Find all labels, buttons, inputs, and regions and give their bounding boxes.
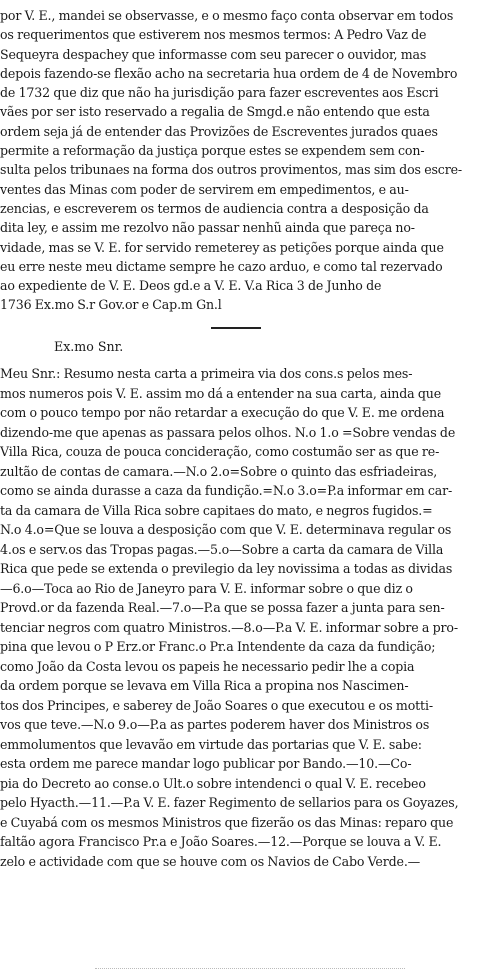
text-line: os requerimentos que estiverem nos mesmos termos: A Pedro Vaz de bbox=[0, 27, 427, 43]
text-line: permite a reformação da justiça porque estes se expendem sem con- bbox=[0, 143, 425, 159]
text-line: Provd.or da fazenda Real.—7.o—P.a que se possa fazer a junta para sen- bbox=[0, 600, 445, 615]
text-line: zultão de contas de camara.—N.o 2.o=Sobre o quinto das esfriadeiras, bbox=[0, 463, 438, 479]
text-line: ao expediente de V. E. Deos gd.e a V. E. V.a Rica 3 de Junho de bbox=[0, 278, 382, 294]
text-line: e Cuyabá com os mesmos Ministros que fizerão os das Minas: reparo que bbox=[0, 814, 454, 830]
section-divider bbox=[211, 327, 261, 329]
text-line: por V. E., mandei se observasse, e o mesmo faço conta observar em todos bbox=[0, 8, 454, 23]
text-line: esta ordem me parece mandar logo publicar por Bando.—10.—Co- bbox=[0, 756, 412, 771]
text-line: pia do Decreto ao conse.o Ult.o sobre intendenci o qual V. E. recebeo bbox=[0, 775, 426, 791]
text-line: como João da Costa levou os papeis he necessario pedir lhe a copia bbox=[0, 658, 415, 674]
text-line: 1736 Ex.mo S.r Gov.or e Cap.m Gn.l bbox=[0, 297, 222, 313]
text-line: emmolumentos que levavão em virtude das portarias que V. E. sabe: bbox=[0, 736, 422, 752]
text-line: sulta pelos tribunaes na forma dos outros provimentos, mas sim dos escre- bbox=[0, 162, 462, 178]
text-line: depois fazendo-se flexão acho na secretaria hua ordem de 4 de Novembro bbox=[0, 65, 458, 81]
text-line: eu erre neste meu dictame sempre he cazo arduo, e como tal rezervado bbox=[0, 258, 443, 274]
text-line: zelo e actividade com que se houve com os Navios de Cabo Verde.— bbox=[0, 853, 421, 869]
text-line: vidade, mas se V. E. for servido remeterey as petições porque ainda que bbox=[0, 239, 444, 255]
text-line: tenciar negros com quatro Ministros.—8.o—P.a V. E. informar sobre a pro- bbox=[0, 619, 458, 635]
text-line: Sequeyra despachey que informasse com seu parecer o ouvidor, mas bbox=[0, 46, 427, 62]
text-line: vães por ser isto reservado a regalia de Smgd.e não entendo que esta bbox=[0, 104, 430, 120]
text-line: ta da camara de Villa Rica sobre capitaes do mato, e negros fugidos.= bbox=[0, 502, 433, 518]
text-line: Rica que pede se extenda o previlegio da ley novissima a todas as dividas bbox=[0, 561, 453, 576]
text-line: zencias, e escreverem os termos de audiencia contra a desposição da bbox=[0, 200, 429, 216]
text-line: com o pouco tempo por não retardar a execução do que V. E. me ordena bbox=[0, 405, 445, 420]
letter-2-body bbox=[0, 364, 495, 871]
letter-2-salutation: Ex.mo Snr. bbox=[54, 339, 124, 354]
text-line: da ordem porque se levava em Villa Rica a propina nos Nascimen- bbox=[0, 678, 409, 693]
text-line: mos numeros pois V. E. assim mo dá a entender na sua carta, ainda que bbox=[0, 385, 442, 401]
text-line: vos que teve.—N.o 9.o—P.a as partes poderem haver dos Ministros os bbox=[0, 717, 430, 732]
text-line: ventes das Minas com poder de servirem em empedimentos, e au- bbox=[0, 181, 409, 197]
text-line: tos dos Principes, e saberey de João Soares o que executou e os motti- bbox=[0, 697, 433, 713]
text-line: Villa Rica, couza de pouca concideração, como costumão ser as que re- bbox=[0, 444, 440, 459]
text-line: ordem seja já de entender das Provizões de Escreventes jurados quaes bbox=[0, 123, 438, 139]
text-line: pelo Hyacth.—11.—P.a V. E. fazer Regimento de sellarios para os Goyazes, bbox=[0, 795, 459, 810]
text-line: como se ainda durasse a caza da fundição.=N.o 3.o=P.a informar em car- bbox=[0, 483, 453, 498]
text-line: pina que levou o P Erz.or Franc.o Pr.a Intendente da caza da fundição; bbox=[0, 639, 436, 654]
text-line: dizendo-me que apenas as passara pelos olhos. N.o 1.o =Sobre vendas de bbox=[0, 424, 456, 440]
text-line: faltão agora Francisco Pr.a e João Soares.—12.—Porque se louva a V. E. bbox=[0, 834, 442, 849]
text-line: dita ley, e assim me rezolvo não passar nenhũ ainda que pareça no- bbox=[0, 220, 415, 236]
text-line: —6.o—Toca ao Rio de Janeyro para V. E. informar sobre o que diz o bbox=[0, 580, 413, 596]
letter-1-body bbox=[0, 6, 495, 315]
text-line: N.o 4.o=Que se louva a desposição com que V. E. determinava regular os bbox=[0, 522, 452, 537]
text-line: de 1732 que diz que não ha jurisdição para fazer escreventes aos Escri bbox=[0, 85, 439, 101]
text-line: 4.os e serv.os das Tropas pagas.—5.o—Sobre a carta da camara de Villa bbox=[0, 541, 444, 557]
text-line: Meu Snr.: Resumo nesta carta a primeira via dos cons.s pelos mes- bbox=[0, 366, 413, 381]
scan-edge-artifact bbox=[95, 968, 405, 969]
